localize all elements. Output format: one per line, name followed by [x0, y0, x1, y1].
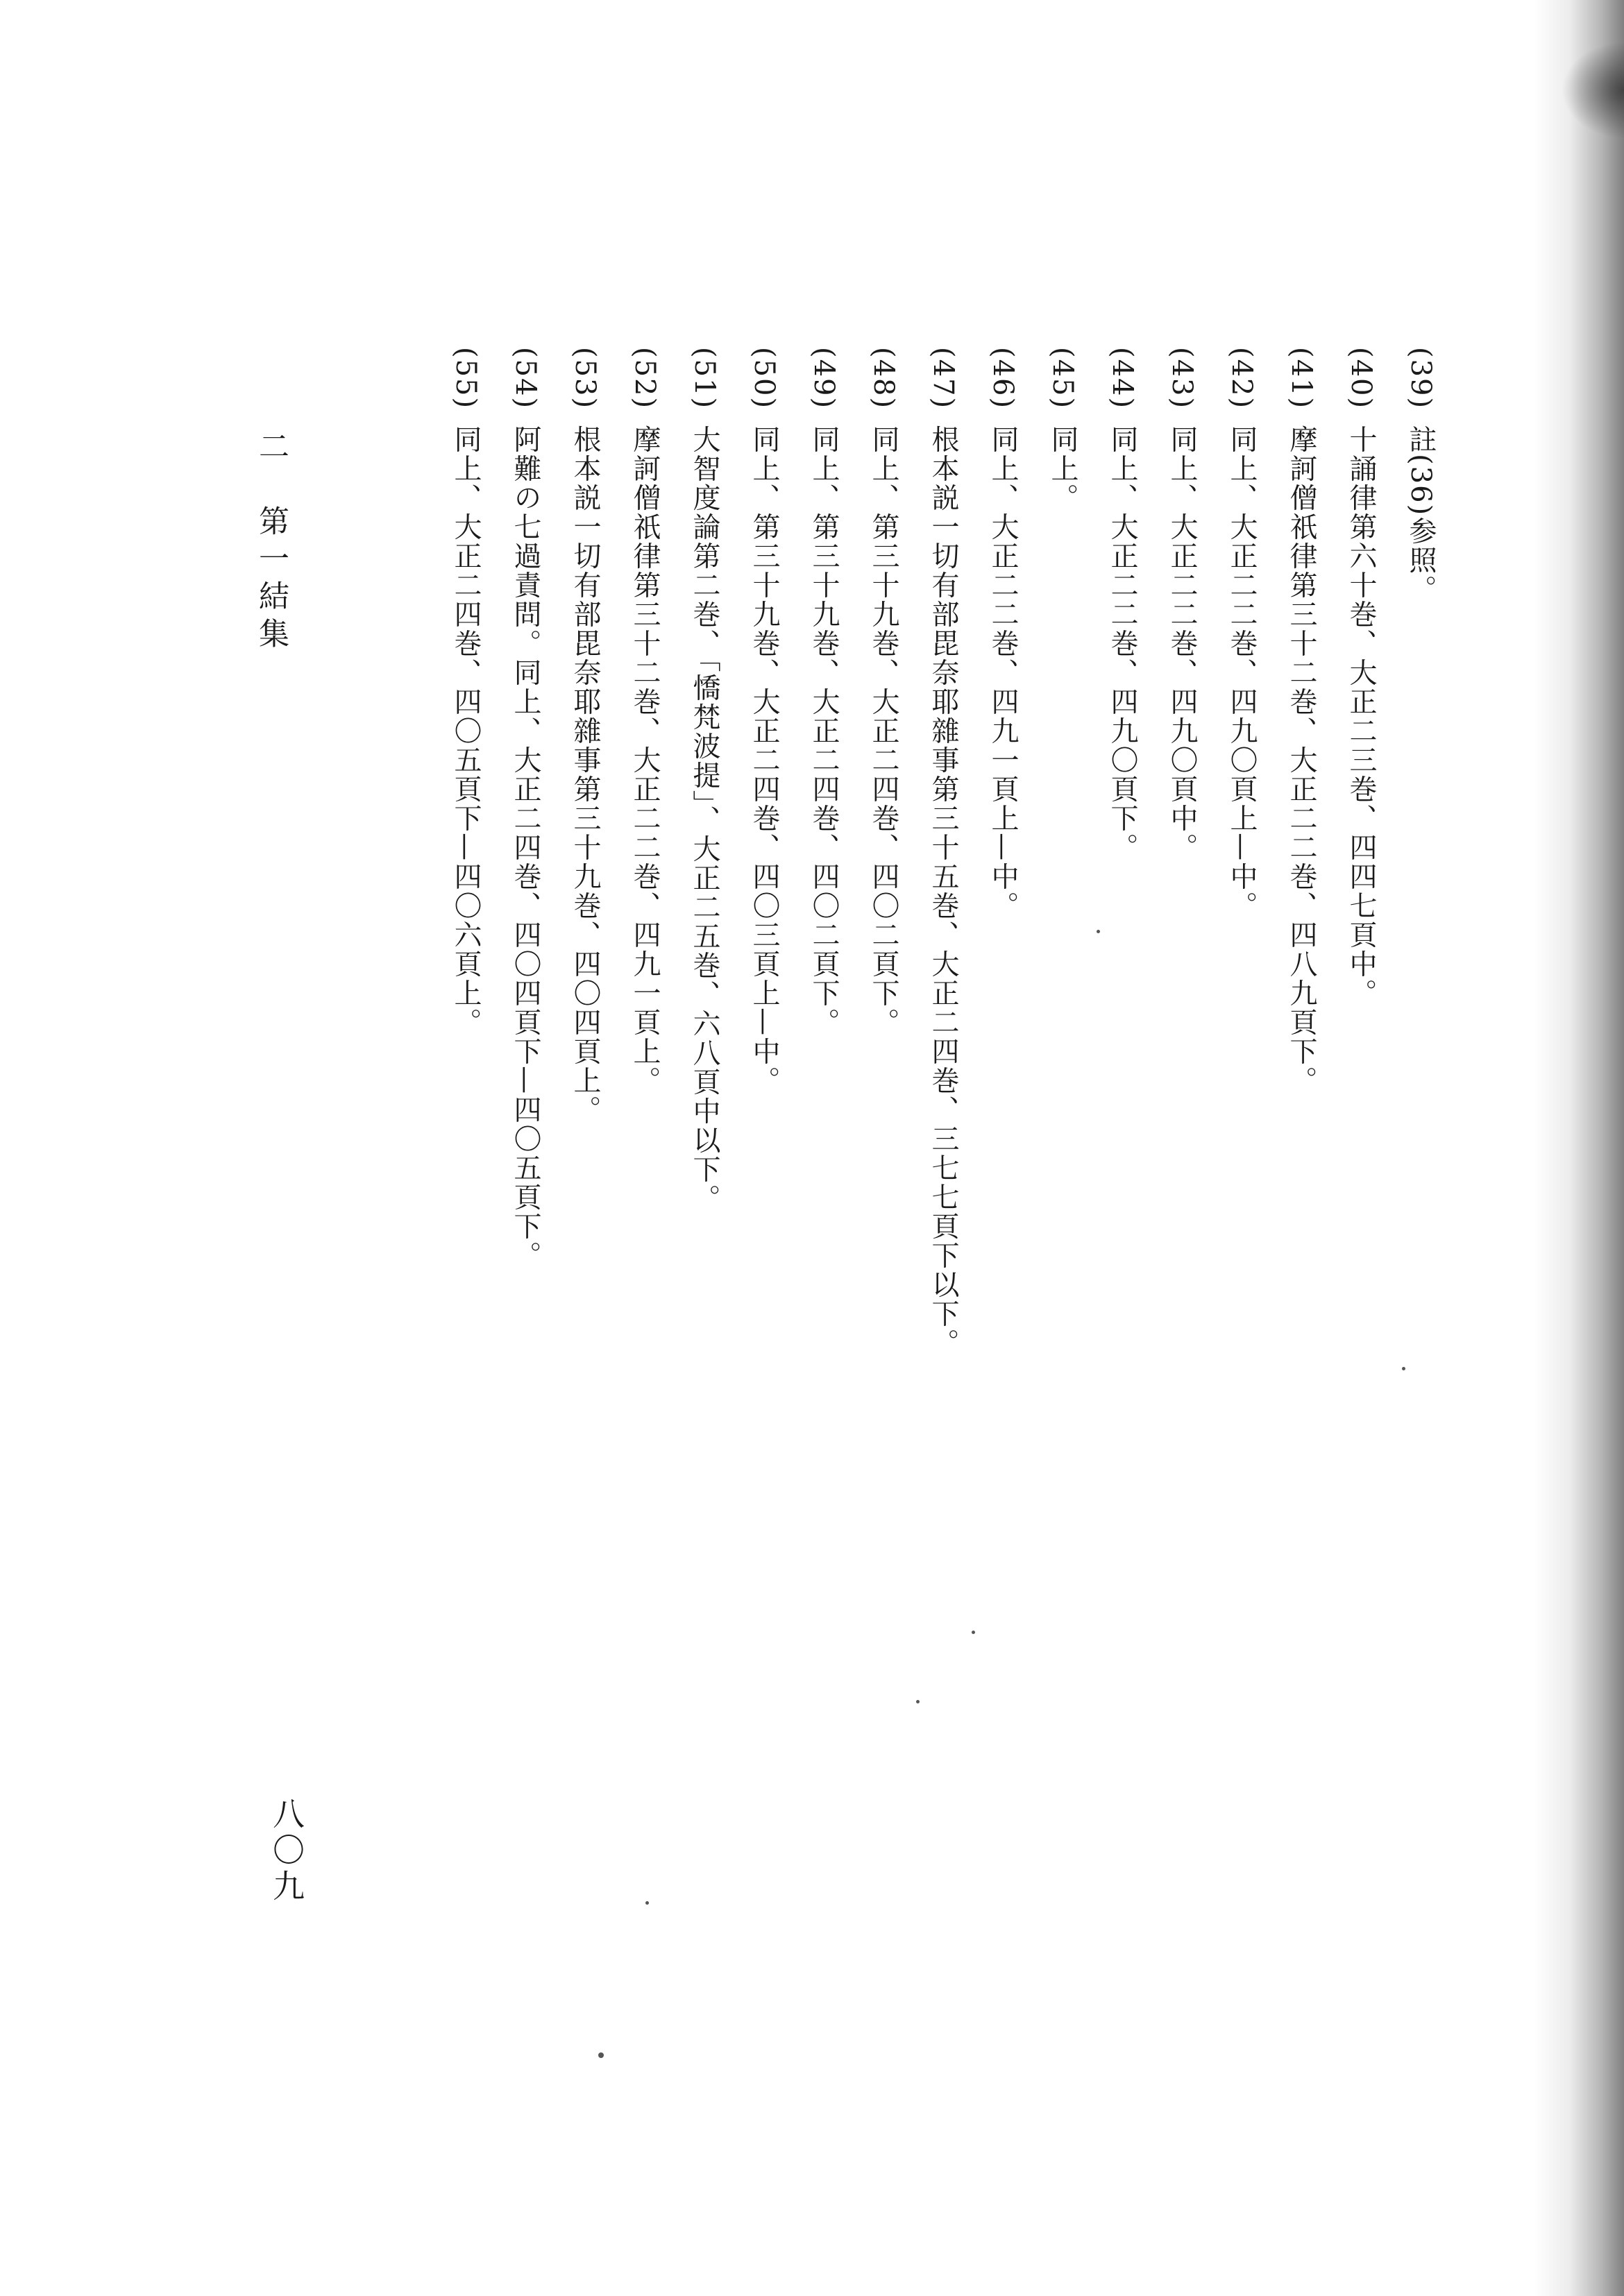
footnote-48: [854, 347, 913, 1873]
footnote-text: 摩訶僧祇律第三十二巻、大正二二巻、四九一頁上。: [629, 425, 661, 1096]
footnote-45: [1033, 347, 1092, 1873]
footnote-text: 同上。: [1047, 425, 1079, 513]
footnote-50: [734, 347, 794, 1873]
scan-shadow-corner: [1562, 42, 1624, 139]
footnote-number: (46): [987, 347, 1019, 410]
footnote-40: [1331, 347, 1391, 1873]
scan-speck: [972, 1631, 975, 1634]
scan-shadow-edge: [1534, 0, 1624, 2296]
footnote-number: (50): [748, 347, 780, 410]
footnote-52: [615, 347, 675, 1873]
footnote-49: [794, 347, 854, 1873]
footnote-number: (54): [509, 347, 541, 410]
footnote-39: [1391, 347, 1450, 1873]
footnote-text: 同上、大正二二巻、四九〇頁下。: [1106, 425, 1138, 862]
scan-speck: [916, 1700, 920, 1703]
footnote-text: 十誦律第六十巻、大正二三巻、四四七頁中。: [1345, 425, 1377, 1008]
footnote-46: [973, 347, 1033, 1873]
footnote-43: [1152, 347, 1212, 1873]
footnote-number: (55): [450, 347, 482, 410]
footnote-text: 同上、大正二四巻、四〇五頁下—四〇六頁上。: [450, 425, 482, 1037]
footnote-47: [913, 347, 973, 1873]
footnote-number: (49): [808, 347, 840, 410]
footnote-text: 同上、第三十九巻、大正二四巻、四〇三頁上—中。: [748, 425, 780, 1096]
footnote-55: [436, 347, 496, 1873]
scan-speck: [645, 1901, 649, 1905]
footnote-53: [555, 347, 615, 1873]
footnote-number: (45): [1047, 347, 1079, 410]
scan-speck: [598, 2052, 604, 2058]
footnote-text: 根本説一切有部毘奈耶雜事第三十九巻、四〇四頁上。: [569, 425, 601, 1125]
footnote-text: 大智度論第二巻、「憍梵波提」、大正二五巻、六八頁中以下。: [688, 425, 720, 1214]
footnote-number: (43): [1166, 347, 1198, 410]
footnote-number: (39): [1405, 347, 1437, 410]
scan-speck: [1402, 1367, 1405, 1370]
footnote-text: 根本説一切有部毘奈耶雜事第三十五巻、大正二四巻、三七七頁下以下。: [927, 425, 959, 1358]
footnote-number: (51): [688, 347, 720, 410]
scan-speck: [1097, 930, 1100, 933]
footnote-44: [1092, 347, 1152, 1873]
footnote-list: [436, 347, 1450, 1873]
footnote-41: [1271, 347, 1331, 1873]
footnote-text: 阿難の七過責問。同上、大正二四巻、四〇四頁下—四〇五頁下。: [509, 425, 541, 1270]
footnote-number: (40): [1345, 347, 1377, 410]
footnote-text: 同上、第三十九巻、大正二四巻、四〇二頁下。: [808, 425, 840, 1037]
footnote-number: (42): [1226, 347, 1258, 410]
footnote-number: (41): [1285, 347, 1317, 410]
footnote-text: 註(36)参照。: [1405, 425, 1437, 604]
footnote-51: [675, 347, 734, 1873]
footnote-text: 同上、大正二二巻、四九一頁上—中。: [987, 425, 1019, 921]
footnote-42: [1212, 347, 1271, 1873]
footnote-number: (52): [629, 347, 661, 410]
footnote-text: 同上、第三十九巻、大正二四巻、四〇二頁下。: [868, 425, 899, 1037]
footnote-number: (53): [569, 347, 601, 410]
page-number: 八〇九: [268, 1797, 305, 1905]
footnote-text: 同上、大正二二巻、四九〇頁上—中。: [1226, 425, 1258, 921]
footnote-text: 同上、大正二二巻、四九〇頁中。: [1166, 425, 1198, 862]
footnote-number: (44): [1106, 347, 1138, 410]
footnote-number: (47): [927, 347, 959, 410]
running-head: 二 第一結集: [253, 430, 289, 655]
footnote-54: [496, 347, 555, 1873]
footnote-text: 摩訶僧祇律第三十二巻、大正二二巻、四八九頁下。: [1285, 425, 1317, 1096]
footnote-number: (48): [868, 347, 899, 410]
